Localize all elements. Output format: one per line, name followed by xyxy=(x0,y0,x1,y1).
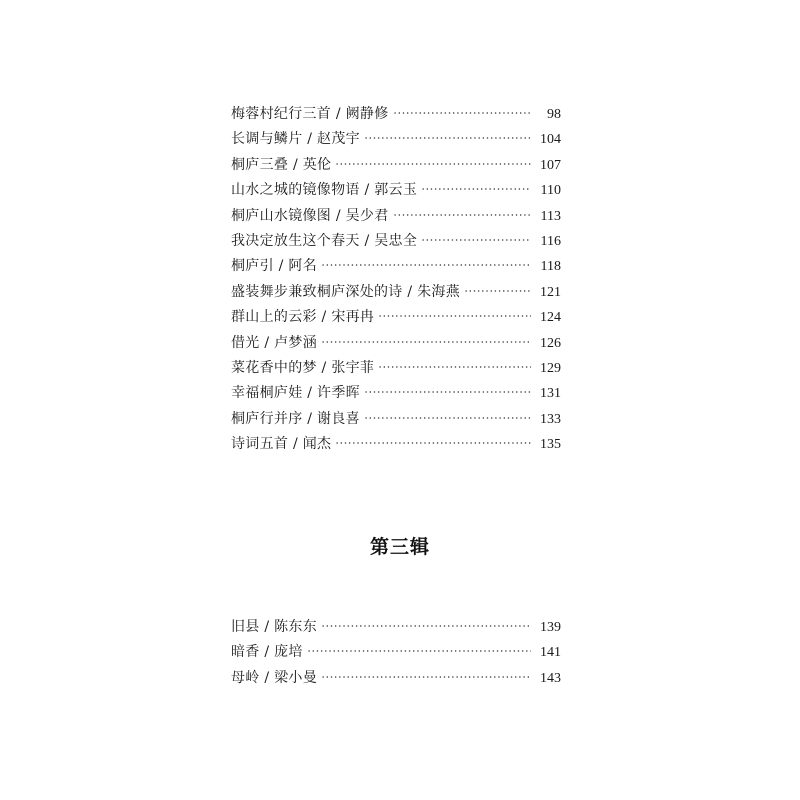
toc-entry-title: 桐庐三叠 / 英伦 xyxy=(231,156,332,173)
toc-entry[interactable] xyxy=(231,407,561,432)
toc-entry-title: 桐庐山水镜像图 / 吴少君 xyxy=(231,207,389,224)
toc-entry[interactable] xyxy=(231,102,561,127)
toc-entry-title: 群山上的云彩 / 宋再冉 xyxy=(231,309,375,326)
toc-leader-dots xyxy=(364,417,531,419)
toc-leader-dots xyxy=(421,188,531,190)
toc-entry-page: 110 xyxy=(540,183,561,199)
toc-entry-page: 121 xyxy=(540,284,561,300)
toc-leader-dots xyxy=(335,163,531,165)
toc-entry-page: 118 xyxy=(540,259,561,275)
toc-entry-page: 141 xyxy=(540,645,561,661)
toc-entry-title: 盛装舞步兼致桐庐深处的诗 / 朱海燕 xyxy=(231,283,461,300)
toc-leader-dots xyxy=(393,112,531,114)
toc-entry[interactable] xyxy=(231,153,561,178)
toc-entry[interactable] xyxy=(231,432,561,457)
toc-entry[interactable] xyxy=(231,178,561,203)
toc-leader-dots xyxy=(378,315,531,317)
toc-entry[interactable] xyxy=(231,331,561,356)
toc-entry-page: 98 xyxy=(547,107,561,122)
toc-entry[interactable] xyxy=(231,305,561,330)
toc-entry-title: 梅蓉村纪行三首 / 阙静修 xyxy=(231,106,389,122)
toc-entry[interactable] xyxy=(231,127,561,152)
toc-entry-page: 126 xyxy=(540,335,561,351)
toc-leader-dots xyxy=(321,341,531,343)
toc-leader-dots xyxy=(464,290,531,292)
toc-entry-page: 135 xyxy=(540,437,561,453)
toc-leader-dots xyxy=(335,442,531,444)
toc-entry[interactable] xyxy=(231,356,561,381)
toc-leader-dots xyxy=(321,625,531,627)
toc-leader-dots xyxy=(393,214,531,216)
toc-entry-page: 131 xyxy=(540,386,561,402)
toc-entry-title: 菜花香中的梦 / 张宇菲 xyxy=(231,359,375,376)
toc-entry-title: 桐庐引 / 阿名 xyxy=(231,258,318,275)
toc-entry-page: 104 xyxy=(540,132,561,148)
toc-entry-title: 诗词五首 / 闻杰 xyxy=(231,436,332,453)
toc-leader-dots xyxy=(321,676,531,678)
toc-entry-page: 129 xyxy=(540,360,561,376)
toc-entry-title: 旧县 / 陈东东 xyxy=(231,619,318,635)
toc-entry[interactable] xyxy=(231,229,561,254)
toc-entry[interactable] xyxy=(231,381,561,406)
toc-entry[interactable] xyxy=(231,280,561,305)
toc-leader-dots xyxy=(321,264,531,266)
toc-entry[interactable] xyxy=(231,615,561,640)
toc-entry-title: 幸福桐庐娃 / 许季晖 xyxy=(231,385,360,402)
toc-entry-title: 母岭 / 梁小曼 xyxy=(231,669,318,686)
toc-entry-title: 我决定放生这个春天 / 吴忠全 xyxy=(231,232,418,249)
toc-entry[interactable] xyxy=(231,666,561,691)
toc-entry[interactable] xyxy=(231,640,561,665)
toc-leader-dots xyxy=(364,137,531,139)
toc-entry-page: 107 xyxy=(540,157,561,173)
toc-entry-page: 124 xyxy=(540,310,561,326)
toc-entry-title: 借光 / 卢梦涵 xyxy=(231,334,318,351)
toc-entry[interactable] xyxy=(231,204,561,229)
toc-entry-page: 143 xyxy=(540,670,561,686)
toc-leader-dots xyxy=(364,391,531,393)
toc-entry-page: 139 xyxy=(540,620,561,635)
toc-leader-dots xyxy=(421,239,531,241)
toc-entry-title: 暗香 / 庞培 xyxy=(231,644,303,661)
toc-entry-title: 桐庐行并序 / 谢良喜 xyxy=(231,410,360,427)
toc-entry-page: 113 xyxy=(540,208,561,224)
toc-list-part-1 xyxy=(231,102,561,457)
toc-entry-title: 山水之城的镜像物语 / 郭云玉 xyxy=(231,182,418,199)
toc-list-part-2 xyxy=(231,615,561,691)
toc-leader-dots xyxy=(307,650,531,652)
toc-entry[interactable] xyxy=(231,254,561,279)
section-heading: 第三辑 xyxy=(369,536,430,558)
toc-entry-page: 133 xyxy=(540,411,561,427)
toc-entry-title: 长调与鳞片 / 赵茂宇 xyxy=(231,131,360,148)
toc-entry-page: 116 xyxy=(540,233,561,249)
toc-leader-dots xyxy=(378,366,531,368)
